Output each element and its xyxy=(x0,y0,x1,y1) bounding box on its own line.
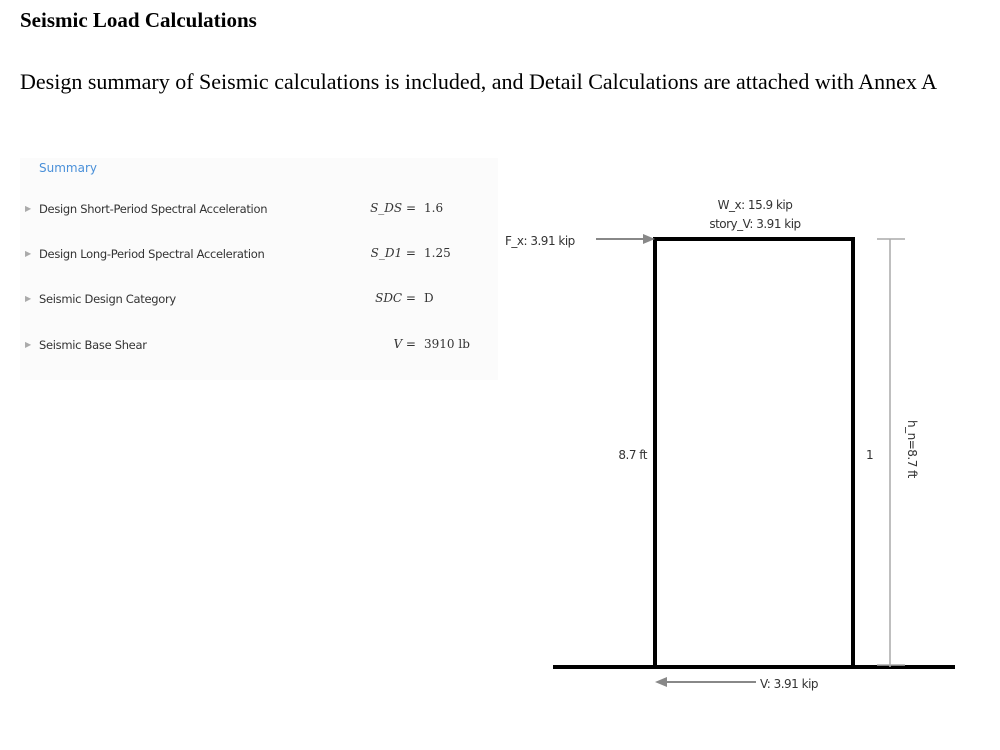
row-value: 3910 lb xyxy=(424,337,470,351)
row-label: Seismic Design Category xyxy=(39,292,176,306)
row-value: 1.6 xyxy=(424,201,444,215)
story-height-label: 8.7 ft xyxy=(618,448,647,462)
section-heading: Seismic Load Calculations xyxy=(20,8,257,32)
expand-triangle-icon[interactable]: ▶ xyxy=(25,294,32,303)
force-label: F_x: 3.91 kip xyxy=(505,234,575,248)
row-symbol: S_D1 = xyxy=(370,246,416,260)
story-shear-label: story_V: 3.91 kip xyxy=(709,217,801,231)
story-number-label: 1 xyxy=(866,448,874,462)
weight-label: W_x: 15.9 kip xyxy=(717,198,793,212)
row-symbol: V = xyxy=(393,337,416,351)
row-value: 1.25 xyxy=(424,246,451,260)
expand-triangle-icon[interactable]: ▶ xyxy=(25,340,32,349)
row-value: D xyxy=(424,291,434,305)
row-label: Design Long-Period Spectral Acceleration xyxy=(39,247,265,261)
frame-outline xyxy=(655,239,853,667)
total-height-label: h_n=8.7 ft xyxy=(905,420,919,478)
row-label: Design Short-Period Spectral Acceleration xyxy=(39,202,268,216)
row-symbol: SDC = xyxy=(375,291,416,305)
summary-title: Summary xyxy=(39,161,97,175)
description-paragraph: Design summary of Seismic calculations is included, and Detail Calculations are attached with Annex A xyxy=(20,69,938,94)
base-shear-arrow-head-icon xyxy=(655,677,667,687)
row-label: Seismic Base Shear xyxy=(39,338,147,352)
base-shear-label: V: 3.91 kip xyxy=(760,677,819,691)
row-symbol: S_DS = xyxy=(370,201,416,215)
expand-triangle-icon[interactable]: ▶ xyxy=(25,204,32,213)
expand-triangle-icon[interactable]: ▶ xyxy=(25,249,32,258)
